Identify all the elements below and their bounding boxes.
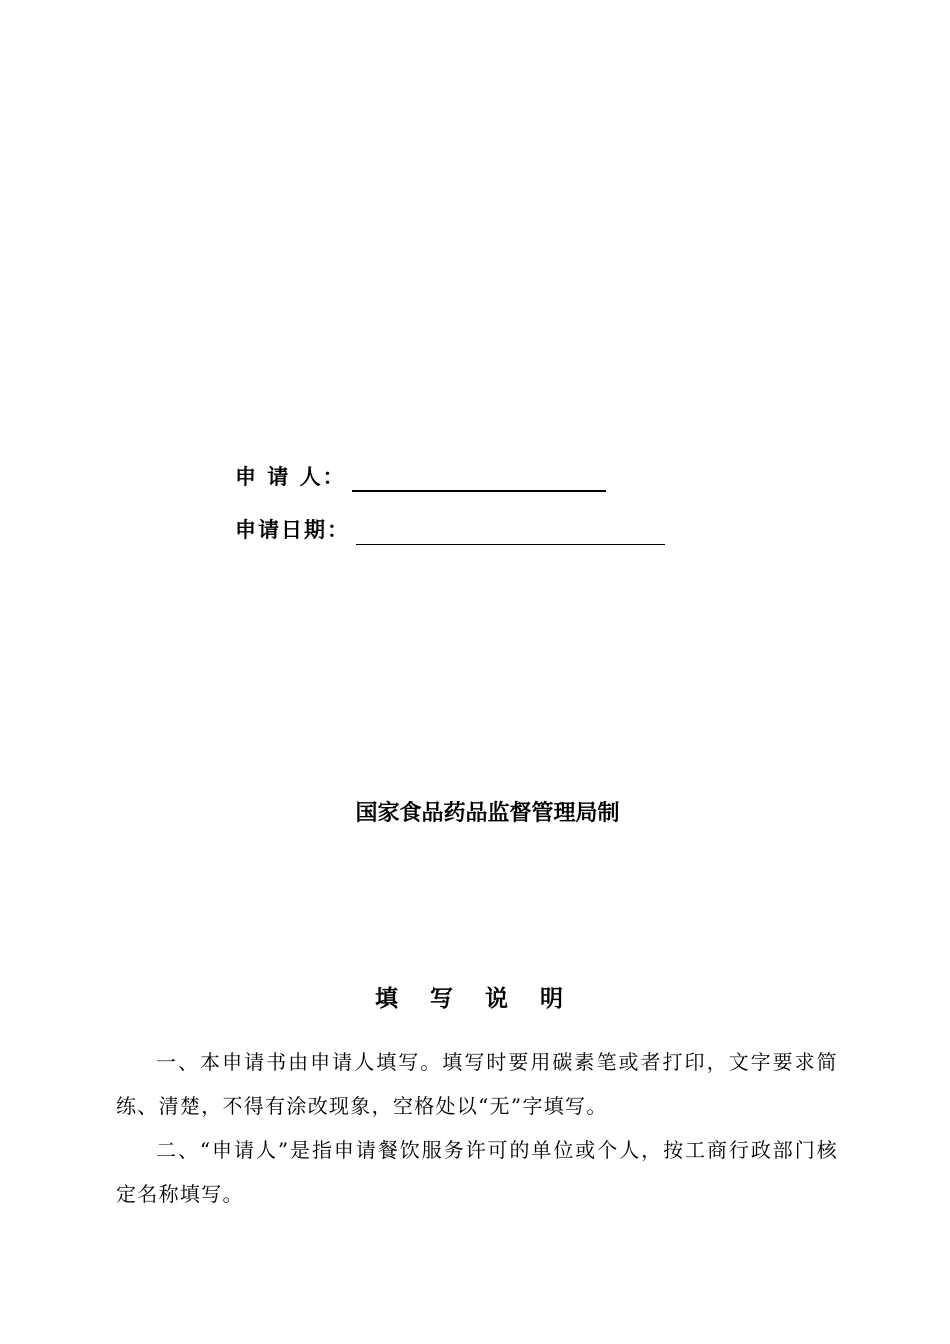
application-date-label: 申请日期：	[235, 518, 350, 542]
applicant-label: 申 请 人：	[235, 465, 346, 489]
application-date-field	[235, 514, 665, 545]
applicant-field	[235, 460, 606, 492]
issuing-authority: 国家食品药品监督管理局制	[355, 801, 620, 826]
instruction-item: 一、本申请书由申请人填写。填写时要用碳素笔或者打印，文字要求简练、清楚，不得有涂改现象，空格处以“无”字填写。	[116, 1050, 838, 1118]
applicant-blank-line[interactable]	[352, 460, 606, 492]
instructions-title: 填 写 说 明	[374, 986, 576, 1012]
application-date-blank-line[interactable]	[356, 514, 665, 545]
instructions-body	[116, 1040, 838, 1216]
instruction-item: 二、“申请人”是指申请餐饮服务许可的单位或个人，按工商行政部门核定名称填写。	[116, 1138, 838, 1206]
